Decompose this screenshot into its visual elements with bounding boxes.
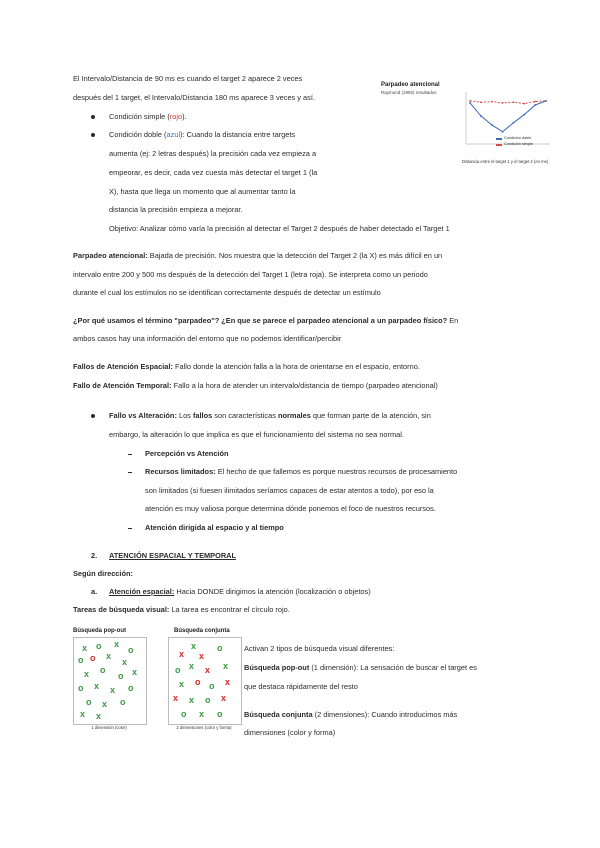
section-number: 2. xyxy=(91,551,98,560)
data-point xyxy=(523,114,525,116)
popout-caption: 1 dimensión (color) xyxy=(91,725,127,730)
data-point xyxy=(491,124,493,126)
data-point xyxy=(502,131,504,133)
sub-recursos-line: son limitados (si fuesen ilimitados seríamos capaces de estar atentos a todo), por eso la xyxy=(145,486,434,495)
figure-subtitle: Raymond (1992) resultados xyxy=(381,90,437,95)
green-o: o xyxy=(181,709,187,719)
sub-atencion-dirigida: Atención dirigida al espacio y al tiempo xyxy=(145,523,284,532)
data-point xyxy=(523,103,525,105)
red-x: x xyxy=(221,693,227,703)
conjunta-figure xyxy=(164,628,244,740)
pregunta-line-2: ambos casos hay una información del entorno que no podemos identificar/percibir xyxy=(73,334,342,343)
green-x: x xyxy=(94,681,100,691)
green-o: o xyxy=(96,641,102,651)
segun-direccion: Según dirección: xyxy=(73,569,133,578)
popout-panel xyxy=(73,637,147,725)
data-point xyxy=(513,122,515,124)
fva-line-1: Fallo vs Alteración: Los fallos son características normales que forman parte de la atención, sin xyxy=(109,411,431,420)
bullet xyxy=(91,133,95,137)
attentional-blink-figure xyxy=(376,80,552,180)
conjunta-panel xyxy=(168,637,242,725)
dash xyxy=(128,454,132,455)
green-o: o xyxy=(217,709,223,719)
condicion-doble-line: X), hasta que llega un momento que al aumentar tanto la xyxy=(109,187,296,196)
condicion-doble-line: distancia la precisión empieza a mejorar. xyxy=(109,205,243,214)
condicion-simple: Condición simple (rojo). xyxy=(109,112,187,121)
green-o: o xyxy=(209,681,215,691)
data-point xyxy=(480,101,482,103)
green-x: x xyxy=(179,679,185,689)
item-a-label: a. xyxy=(91,587,98,596)
sub-recursos-line: atención es muy valiosa porque determina dónde ponemos el foco de nuestros recursos. xyxy=(145,504,436,513)
condicion-doble-line: empeorar, es decir, cada vez cuesta más detectar el target 1 (la xyxy=(109,168,318,177)
legend-swatch xyxy=(496,144,502,146)
fallo-temporal: Fallo de Atención Temporal: Fallo a la hora de atender un intervalo/distancia de tiempo (parpadeo atencional) xyxy=(73,381,438,390)
green-x: x xyxy=(191,641,197,651)
data-point xyxy=(491,101,493,103)
green-x: x xyxy=(80,709,86,719)
intro-line-2: después del 1 target, el Intervalo/Distancia 180 ms aparece 3 veces y así. xyxy=(73,93,315,102)
green-o: o xyxy=(86,697,92,707)
legend-swatch xyxy=(496,138,502,140)
conjunta-title: Búsqueda conjunta xyxy=(174,628,230,634)
activan-line: Activan 2 tipos de búsqueda visual diferentes: xyxy=(244,644,395,653)
green-x: x xyxy=(189,695,195,705)
green-o: o xyxy=(118,671,124,681)
green-o: o xyxy=(128,645,134,655)
data-point xyxy=(502,102,504,104)
popout-desc-line: que destaca rápidamente del resto xyxy=(244,682,358,691)
parpadeo-line-1: Parpadeo atencional: Bajada de precisión. Nos muestra que la detección del Target 2 (la X) es más difícil en un xyxy=(73,251,443,260)
parpadeo-line-3: durante el cual los estímulos no se identifican correctamente después de detectar un estímulo xyxy=(73,288,381,297)
data-point xyxy=(513,101,515,103)
dash xyxy=(128,528,132,529)
fva-line-2: embargo, la alteración lo que implica es que el funcionamiento del sistema no sea normal. xyxy=(109,430,404,439)
red-x: x xyxy=(179,649,185,659)
popout-title: Búsqueda pop-out xyxy=(73,628,126,634)
red-x: x xyxy=(199,651,205,661)
green-o: o xyxy=(78,683,84,693)
green-x: x xyxy=(110,685,116,695)
green-x: x xyxy=(84,669,90,679)
section-title: ATENCIÓN ESPACIAL Y TEMPORAL xyxy=(109,551,237,560)
green-x: x xyxy=(82,643,88,653)
green-x: x xyxy=(199,709,205,719)
green-x: x xyxy=(102,699,108,709)
sub-percepcion: Percepción vs Atención xyxy=(145,449,229,458)
green-x: x xyxy=(132,667,138,677)
popout-desc: Búsqueda pop-out (1 dimensión): La sensación de buscar el target es xyxy=(244,663,477,672)
conjunta-desc: Búsqueda conjunta (2 dimensiones): Cuando introducimos más xyxy=(244,710,458,719)
green-o: o xyxy=(217,643,223,653)
red-x: x xyxy=(173,693,179,703)
parpadeo-line-2: intervalo entre 200 y 500 ms después de la detección del Target 1 (letra roja). Se interpreta como un periodo xyxy=(73,270,428,279)
green-x: x xyxy=(106,651,112,661)
objetivo: Objetivo: Analizar cómo varía la precisión al detectar el Target 2 después de haber detectado el Target 1 xyxy=(109,224,450,233)
legend-simple: Condición simple xyxy=(504,142,533,146)
green-x: x xyxy=(114,639,120,649)
legend-doble: Condición doble xyxy=(504,136,532,140)
green-x: x xyxy=(223,661,229,671)
figure-title: Parpadeo atencional xyxy=(381,82,440,88)
atencion-espacial: Atención espacial: Hacia DONDE dirigimos la atención (localización o objetos) xyxy=(109,587,371,596)
pregunta-line-1: ¿Por qué usamos el término "parpadeo"? ¿En que se parece el parpadeo atencional a un parpadeo físico? En xyxy=(73,316,459,325)
bullet xyxy=(91,414,95,418)
red-o-target: o xyxy=(90,653,96,663)
conjunta-caption: 2 dimensiones (color y forma) xyxy=(176,725,232,730)
bullet xyxy=(91,115,95,119)
fallo-espacial: Fallos de Atención Espacial: Fallo donde la atención falla a la hora de orientarse en el espacio, entorno. xyxy=(73,362,420,371)
red-o-target: o xyxy=(195,677,201,687)
dash xyxy=(128,472,132,473)
condicion-doble: Condición doble (azul): Cuando la distancia entre targets xyxy=(109,130,296,139)
green-o: o xyxy=(120,697,126,707)
data-point xyxy=(469,102,471,104)
intro-line-1: El Intervalo/Distancia de 90 ms es cuando el target 2 aparece 2 veces xyxy=(73,74,303,83)
figure-caption: Distancia entre el target 1 y el target 2 (en ms) xyxy=(462,159,549,164)
tareas-busqueda: Tareas de búsqueda visual: La tarea es encontrar el círculo rojo. xyxy=(73,605,290,614)
red-x: x xyxy=(225,677,231,687)
data-point xyxy=(469,100,471,102)
sub-recursos: Recursos limitados: El hecho de que fallemos es porque nuestros recursos de procesamiento xyxy=(145,467,458,476)
red-x: x xyxy=(205,665,211,675)
data-point xyxy=(480,115,482,117)
data-point xyxy=(534,104,536,106)
green-o: o xyxy=(175,665,181,675)
data-point xyxy=(545,100,547,102)
condicion-doble-line: aumenta (ej: 2 letras después) la precisión cada vez empieza a xyxy=(109,149,317,158)
conjunta-desc-line: dimensiones (color y forma) xyxy=(244,728,336,737)
popout-figure xyxy=(73,628,151,740)
green-x: x xyxy=(96,711,102,721)
green-o: o xyxy=(128,683,134,693)
data-point xyxy=(534,101,536,103)
green-o: o xyxy=(205,695,211,705)
green-o: o xyxy=(100,665,106,675)
green-x: x xyxy=(122,657,128,667)
green-x: x xyxy=(189,661,195,671)
green-o: o xyxy=(78,655,84,665)
